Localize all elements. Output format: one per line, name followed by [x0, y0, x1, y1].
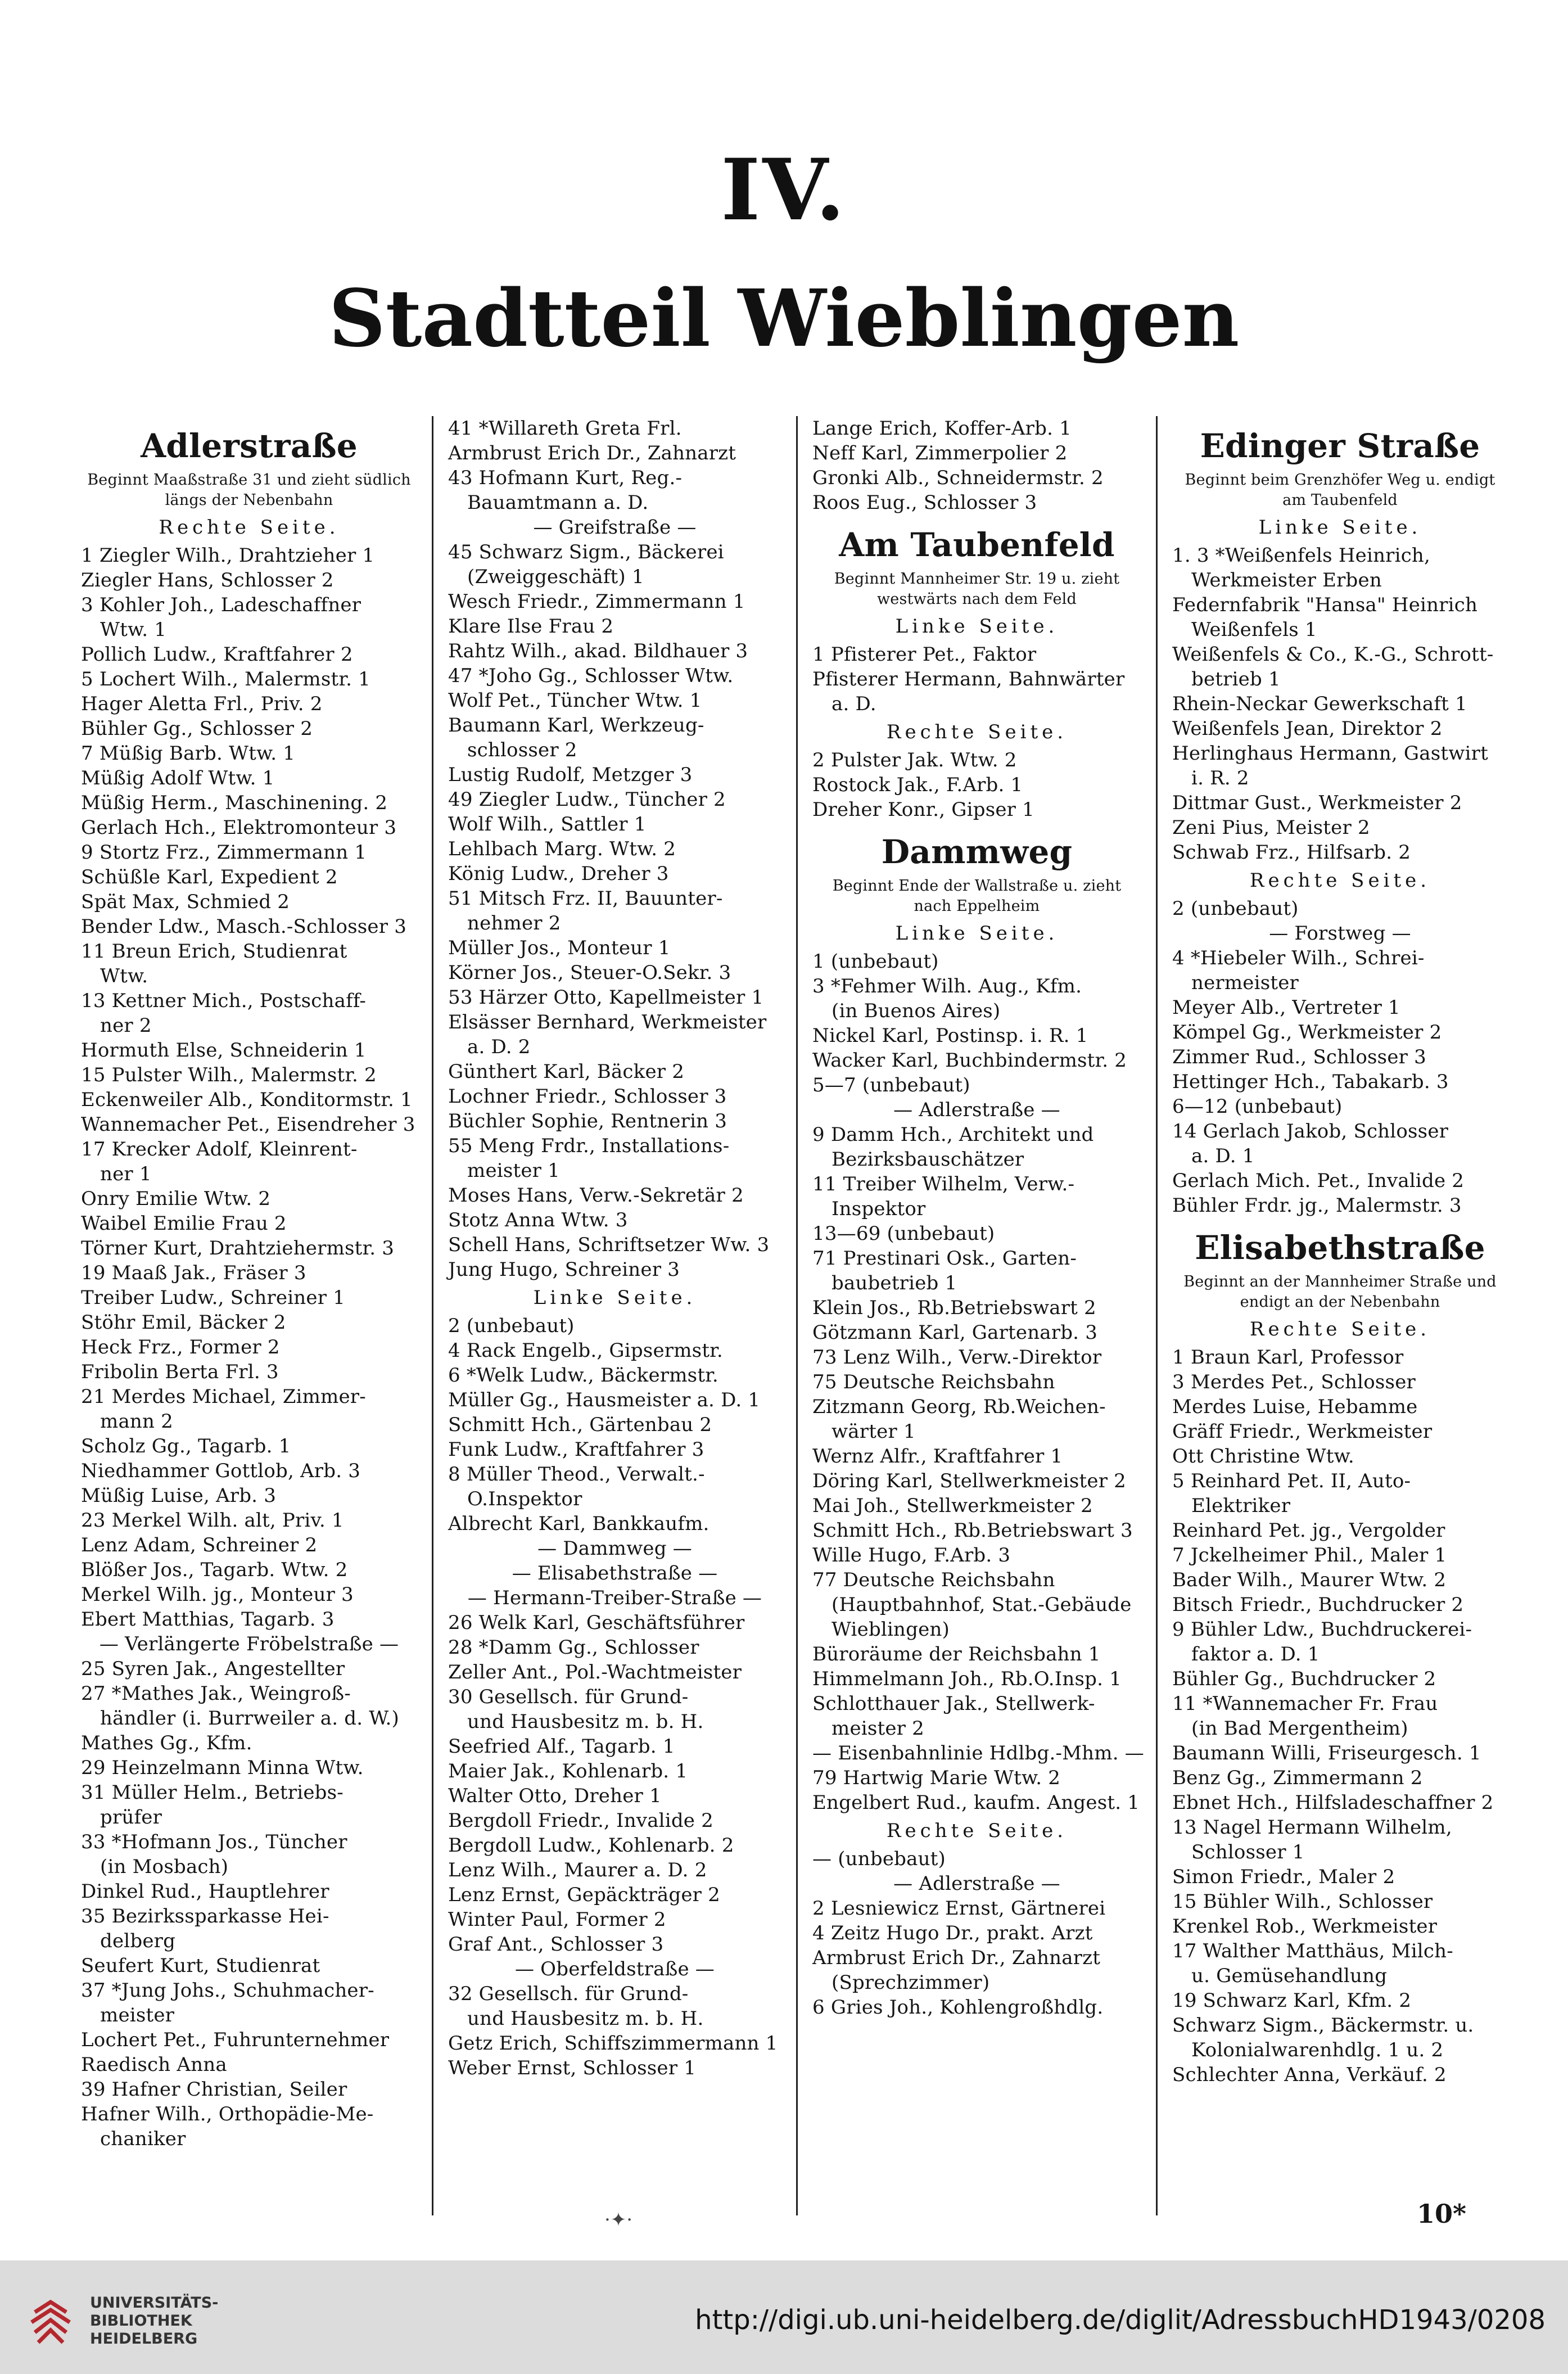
- entry: — (unbebaut): [812, 1848, 946, 1870]
- entry-continuation: ner 2: [100, 1014, 152, 1037]
- entry: Hager Aletta Frl., Priv. 2: [81, 693, 323, 715]
- side-label: Linke Seite.: [895, 615, 1059, 638]
- entry-continuation: (in Bad Mergentheim): [1191, 1717, 1408, 1740]
- entry: Lochert Pet., Fuhrunternehmer: [81, 2029, 390, 2051]
- entry-continuation: i. R. 2: [1191, 767, 1249, 789]
- entry: Blößer Jos., Tagarb. Wtw. 2: [81, 1559, 348, 1581]
- entry: 53 Härzer Otto, Kapellmeister 1: [448, 986, 764, 1009]
- entry: Büchler Sophie, Rentnerin 3: [448, 1110, 727, 1132]
- entry-continuation: Elektriker: [1191, 1495, 1291, 1517]
- entry: Ebert Matthias, Tagarb. 3: [81, 1608, 335, 1631]
- entry: 3 Merdes Pet., Schlosser: [1172, 1371, 1416, 1393]
- entry: 6—12 (unbebaut): [1172, 1095, 1343, 1118]
- entry: Engelbert Rud., kaufm. Angest. 1: [812, 1791, 1140, 1814]
- entry-continuation: nehmer 2: [467, 912, 561, 935]
- entry: 31 Müller Helm., Betriebs-: [81, 1781, 344, 1804]
- entry: Funk Ludw., Kraftfahrer 3: [448, 1438, 704, 1461]
- entry-continuation: prüfer: [100, 1806, 162, 1829]
- entry: Nickel Karl, Postinsp. i. R. 1: [812, 1024, 1088, 1047]
- entry: Mai Joh., Stellwerkmeister 2: [812, 1495, 1093, 1517]
- entry: 19 Maaß Jak., Fräser 3: [81, 1262, 306, 1284]
- entry-continuation: und Hausbesitz m. b. H.: [467, 2007, 704, 2030]
- cross-street: — Verlängerte Fröbelstraße —: [99, 1633, 399, 1655]
- entry: Seufert Kurt, Studienrat: [81, 1955, 320, 1977]
- entry: Eckenweiler Alb., Konditormstr. 1: [81, 1089, 413, 1111]
- entry: 39 Hafner Christian, Seiler: [81, 2078, 347, 2101]
- ornament-mark: ·✦·: [604, 2209, 633, 2231]
- entry: Benz Gg., Zimmermann 2: [1172, 1767, 1423, 1789]
- library-logo-icon: [24, 2295, 78, 2349]
- entry: Schwarz Sigm., Bäckermstr. u.: [1172, 2014, 1474, 2037]
- entry: Gerlach Hch., Elektromonteur 3: [81, 816, 397, 839]
- entry: 1 (unbebaut): [812, 950, 939, 973]
- entry: 32 Gesellsch. für Grund-: [448, 1983, 689, 2005]
- entry: 5 Lochert Wilh., Malermstr. 1: [81, 668, 370, 690]
- entry: 2 Lesniewicz Ernst, Gärtnerei: [812, 1897, 1106, 1920]
- cross-street: — Greifstraße —: [533, 516, 697, 539]
- entry: König Ludw., Dreher 3: [448, 863, 669, 885]
- entry: 11 *Wannemacher Fr. Frau: [1172, 1693, 1438, 1715]
- entry: Hettinger Hch., Tabakarb. 3: [1172, 1071, 1449, 1093]
- side-label: Rechte Seite.: [1249, 1318, 1431, 1341]
- entry: Lange Erich, Koffer-Arb. 1: [812, 417, 1072, 440]
- cross-street: — Forstweg —: [1269, 922, 1411, 945]
- entry: 13—69 (unbebaut): [812, 1222, 995, 1245]
- entry: Walter Otto, Dreher 1: [448, 1785, 662, 1807]
- entry: 3 *Fehmer Wilh. Aug., Kfm.: [812, 975, 1082, 998]
- entry: Schlechter Anna, Verkäuf. 2: [1172, 2064, 1447, 2086]
- entry-continuation: händler (i. Burrweiler a. d. W.): [100, 1707, 399, 1730]
- entry-continuation: meister 1: [467, 1159, 560, 1182]
- entry: Weißenfels & Co., K.-G., Schrott-: [1172, 643, 1494, 666]
- entry-continuation: a. D. 2: [467, 1036, 531, 1058]
- entry: Wolf Pet., Tüncher Wtw. 1: [448, 689, 702, 712]
- entry: 29 Heinzelmann Minna Wtw.: [81, 1757, 364, 1779]
- entry: Scholz Gg., Tagarb. 1: [81, 1435, 291, 1457]
- logo-line-2: BIBLIOTHEK: [90, 2312, 192, 2330]
- entry: Körner Jos., Steuer-O.Sekr. 3: [448, 962, 731, 984]
- entry-continuation: Bauamtmann a. D.: [467, 491, 649, 514]
- entry: Schüßle Karl, Expedient 2: [81, 866, 338, 888]
- entry: 49 Ziegler Ludw., Tüncher 2: [448, 788, 726, 811]
- entry: 1 Pfisterer Pet., Faktor: [812, 643, 1037, 666]
- entry: Müller Gg., Hausmeister a. D. 1: [448, 1389, 761, 1411]
- side-label: Rechte Seite.: [886, 721, 1068, 743]
- entry: Merdes Luise, Hebamme: [1172, 1396, 1418, 1418]
- entry-continuation: ner 1: [100, 1163, 152, 1185]
- entry: Wacker Karl, Buchbindermstr. 2: [812, 1049, 1127, 1072]
- cross-street: — Oberfeldstraße —: [514, 1958, 715, 1980]
- entry: Müßig Luise, Arb. 3: [81, 1484, 277, 1507]
- entry: Weber Ernst, Schlosser 1: [448, 2057, 697, 2079]
- entry: Müßig Herm., Maschinening. 2: [81, 792, 388, 814]
- entry-continuation: O.Inspektor: [467, 1488, 582, 1510]
- entry: Getz Erich, Schiffszimmermann 1: [448, 2032, 778, 2055]
- street-description: Beginnt beim Grenzhöfer Weg u. endigt am Taubenfeld: [1185, 471, 1495, 509]
- street-description: Beginnt Maaßstraße 31 und zieht südlich längs der Nebenbahn: [87, 471, 411, 509]
- entry: Bergdoll Friedr., Invalide 2: [448, 1809, 713, 1832]
- entry: 4 Zeitz Hugo Dr., prakt. Arzt: [812, 1922, 1093, 1944]
- entry: 73 Lenz Wilh., Verw.-Direktor: [812, 1346, 1102, 1369]
- entry: 17 Walther Matthäus, Milch-: [1172, 1940, 1453, 1962]
- entry: Hormuth Else, Schneiderin 1: [81, 1039, 367, 1062]
- entry: 27 *Mathes Jak., Weingroß-: [81, 1682, 351, 1705]
- entry: Lochner Friedr., Schlosser 3: [448, 1085, 727, 1108]
- entry-continuation: baubetrieb 1: [832, 1272, 957, 1294]
- entry: Günthert Karl, Bäcker 2: [448, 1060, 685, 1083]
- entry-continuation: meister: [100, 2004, 175, 2027]
- entry: Wille Hugo, F.Arb. 3: [812, 1544, 1011, 1567]
- entry: 28 *Damm Gg., Schlosser: [448, 1636, 699, 1659]
- entry: Schwab Frz., Hilfsarb. 2: [1172, 841, 1411, 864]
- entry: 2 Pulster Jak. Wtw. 2: [812, 749, 1017, 771]
- entry: Rahtz Wilh., akad. Bildhauer 3: [448, 640, 748, 662]
- entry: 23 Merkel Wilh. alt, Priv. 1: [81, 1509, 344, 1532]
- entry: 11 Treiber Wilhelm, Verw.-: [812, 1173, 1075, 1195]
- entry: Maier Jak., Kohlenarb. 1: [448, 1760, 688, 1782]
- entry: Himmelmann Joh., Rb.O.Insp. 1: [812, 1668, 1122, 1690]
- entry-continuation: wärter 1: [832, 1420, 916, 1443]
- entry: Fribolin Berta Frl. 3: [81, 1361, 279, 1383]
- street-description: Beginnt Mannheimer Str. 19 u. zieht westwärts nach dem Feld: [834, 570, 1120, 608]
- entry: Niedhammer Gottlob, Arb. 3: [81, 1460, 361, 1482]
- entry-continuation: nermeister: [1191, 972, 1299, 994]
- entry: 33 *Hofmann Jos., Tüncher: [81, 1831, 347, 1853]
- entry: 35 Bezirkssparkasse Hei-: [81, 1905, 329, 1928]
- column-1: [66, 416, 432, 2215]
- entry: 1 Ziegler Wilh., Drahtzieher 1: [81, 544, 375, 567]
- entry: Federnfabrik "Hansa" Heinrich: [1172, 594, 1478, 616]
- entry: Wolf Wilh., Sattler 1: [448, 813, 647, 836]
- entry: Götzmann Karl, Gartenarb. 3: [812, 1321, 1098, 1344]
- entry: Rostock Jak., F.Arb. 1: [812, 774, 1023, 796]
- entry: Bitsch Friedr., Buchdrucker 2: [1172, 1594, 1464, 1616]
- entry-continuation: a. D. 1: [1191, 1145, 1255, 1167]
- entry: Stöhr Emil, Bäcker 2: [81, 1311, 286, 1334]
- entry: Dittmar Gust., Werkmeister 2: [1172, 792, 1462, 814]
- entry: Lustig Rudolf, Metzger 3: [448, 764, 693, 786]
- side-label: Linke Seite.: [1258, 516, 1422, 539]
- entry: 14 Gerlach Jakob, Schlosser: [1172, 1120, 1449, 1143]
- entry: 43 Hofmann Kurt, Reg.-: [448, 467, 683, 489]
- entry: 6 *Welk Ludw., Bäckermstr.: [448, 1364, 719, 1387]
- entry-continuation: Kolonialwarenhdlg. 1 u. 2: [1191, 2039, 1444, 2061]
- entry-continuation: Weißenfels 1: [1191, 619, 1317, 641]
- entry: Pollich Ludw., Kraftfahrer 2: [81, 643, 353, 666]
- street-description: Beginnt an der Mannheimer Straße und endigt an der Nebenbahn: [1183, 1273, 1497, 1311]
- cross-street: — Dammweg —: [537, 1537, 692, 1560]
- entry-continuation: (in Mosbach): [100, 1856, 229, 1878]
- entry: 25 Syren Jak., Angestellter: [81, 1658, 345, 1680]
- column-3: [796, 416, 1156, 2215]
- entry: Treiber Ludw., Schreiner 1: [81, 1287, 345, 1309]
- side-label: Rechte Seite.: [159, 516, 340, 539]
- cross-street: — Hermann-Treiber-Straße —: [467, 1587, 762, 1609]
- entry-continuation: betrieb 1: [1191, 668, 1281, 690]
- entry: Baumann Karl, Werkzeug-: [448, 714, 704, 737]
- entry: 55 Meng Frdr., Installations-: [448, 1135, 730, 1157]
- entry: Zimmer Rud., Schlosser 3: [1172, 1046, 1426, 1068]
- page-title: Stadtteil Wieblingen: [328, 273, 1240, 365]
- side-label: Linke Seite.: [533, 1287, 697, 1309]
- street-description: Beginnt Ende der Wallstraße u. zieht nach Eppelheim: [832, 877, 1122, 915]
- entry: 13 Kettner Mich., Postschaff-: [81, 990, 367, 1012]
- entry: 3 Kohler Joh., Ladeschaffner: [81, 594, 362, 616]
- entry-continuation: mann 2: [100, 1410, 173, 1433]
- columns-container: [66, 416, 1522, 2215]
- entry: Büroräume der Reichsbahn 1: [812, 1643, 1101, 1666]
- entry: Wannemacher Pet., Eisendreher 3: [81, 1113, 415, 1136]
- entry: 75 Deutsche Reichsbahn: [812, 1371, 1055, 1393]
- entry: 9 Damm Hch., Architekt und: [812, 1123, 1094, 1146]
- entry: Hafner Wilh., Orthopädie-Me-: [81, 2103, 374, 2125]
- part-number: IV.: [721, 141, 847, 240]
- entry-continuation: schlosser 2: [467, 739, 577, 761]
- entry: 6 Gries Joh., Kohlengroßhdlg.: [812, 1996, 1104, 2019]
- entry: 51 Mitsch Frz. II, Bauunter-: [448, 887, 723, 910]
- entry: Rhein-Neckar Gewerkschaft 1: [1172, 693, 1467, 715]
- entry: Lenz Adam, Schreiner 2: [81, 1534, 318, 1556]
- entry: Herlinghaus Hermann, Gastwirt: [1172, 742, 1488, 765]
- entry: Meyer Alb., Vertreter 1: [1172, 996, 1400, 1019]
- entry: Kömpel Gg., Werkmeister 2: [1172, 1021, 1442, 1044]
- entry-continuation: (Sprechzimmer): [832, 1971, 990, 1994]
- entry: Neff Karl, Zimmerpolier 2: [812, 442, 1068, 464]
- cross-street: — Elisabethstraße —: [512, 1562, 718, 1585]
- side-label: Linke Seite.: [895, 922, 1059, 945]
- entry: Reinhard Pet. jg., Vergolder: [1172, 1519, 1445, 1542]
- entry: 9 Bühler Ldw., Buchdruckerei-: [1172, 1618, 1472, 1641]
- entry: Ebnet Hch., Hilfsladeschaffner 2: [1172, 1791, 1494, 1814]
- entry: Spät Max, Schmied 2: [81, 891, 290, 913]
- street-heading: Elisabethstraße: [1195, 1229, 1485, 1267]
- entry: Klein Jos., Rb.Betriebswart 2: [812, 1297, 1096, 1319]
- column-2: [432, 416, 796, 2215]
- entry-continuation: u. Gemüsehandlung: [1191, 1965, 1388, 1987]
- entry: Weißenfels Jean, Direktor 2: [1172, 717, 1443, 740]
- entry: Bergdoll Ludw., Kohlenarb. 2: [448, 1834, 734, 1857]
- street-heading: Am Taubenfeld: [839, 526, 1115, 564]
- entry: Raedisch Anna: [81, 2053, 227, 2076]
- entry: Lenz Ernst, Gepäckträger 2: [448, 1884, 720, 1906]
- entry-continuation: Schlosser 1: [1191, 1841, 1305, 1863]
- entry: Lehlbach Marg. Wtw. 2: [448, 838, 676, 860]
- entry: Bühler Gg., Schlosser 2: [81, 717, 313, 740]
- entry-continuation: Werkmeister Erben: [1191, 569, 1382, 592]
- entry: Armbrust Erich Dr., Zahnarzt: [812, 1947, 1101, 1969]
- logo-line-3: HEIDELBERG: [90, 2330, 198, 2348]
- street-heading: Adlerstraße: [141, 427, 358, 465]
- entry: 4 Rack Engelb., Gipsermstr.: [448, 1339, 723, 1362]
- entry: 5—7 (unbebaut): [812, 1074, 970, 1096]
- entry-continuation: meister 2: [832, 1717, 924, 1740]
- entry-continuation: faktor a. D. 1: [1191, 1643, 1320, 1666]
- entry: 1. 3 *Weißenfels Heinrich,: [1172, 544, 1431, 567]
- entry: 17 Krecker Adolf, Kleinrent-: [81, 1138, 358, 1161]
- side-label: Rechte Seite.: [886, 1820, 1068, 1842]
- entry: Klare Ilse Frau 2: [448, 615, 614, 638]
- entry: 37 *Jung Johs., Schuhmacher-: [81, 1979, 374, 2002]
- entry: Bühler Gg., Buchdrucker 2: [1172, 1668, 1436, 1690]
- entry: 15 Pulster Wilh., Malermstr. 2: [81, 1064, 377, 1086]
- library-logo-text: [90, 2294, 218, 2348]
- entry: 7 Jckelheimer Phil., Maler 1: [1172, 1544, 1447, 1567]
- entry: Stotz Anna Wtw. 3: [448, 1209, 628, 1231]
- entry: Gräff Friedr., Werkmeister: [1172, 1420, 1433, 1443]
- entry: Jung Hugo, Schreiner 3: [448, 1258, 680, 1281]
- entry: Moses Hans, Verw.-Sekretär 2: [448, 1184, 744, 1207]
- entry: Bader Wilh., Maurer Wtw. 2: [1172, 1569, 1447, 1591]
- cross-street: — Eisenbahnlinie Hdlbg.-Mhm. —: [812, 1742, 1144, 1764]
- entry: 8 Müller Theod., Verwalt.-: [448, 1463, 705, 1486]
- entry: 19 Schwarz Karl, Kfm. 2: [1172, 1989, 1412, 2012]
- entry: Winter Paul, Former 2: [448, 1908, 666, 1931]
- entry-continuation: Wtw.: [100, 965, 148, 987]
- entry: 11 Breun Erich, Studienrat: [81, 940, 347, 963]
- entry-continuation: a. D.: [832, 693, 876, 715]
- entry: Pfisterer Hermann, Bahnwärter: [812, 668, 1125, 690]
- entry: Dreher Konr., Gipser 1: [812, 798, 1034, 821]
- entry: 45 Schwarz Sigm., Bäckerei: [448, 541, 724, 563]
- entry-continuation: (Zweiggeschäft) 1: [467, 566, 644, 588]
- cross-street: — Adlerstraße —: [893, 1099, 1060, 1121]
- entry-continuation: Wieblingen): [832, 1618, 950, 1641]
- entry: 9 Stortz Frz., Zimmermann 1: [81, 841, 367, 864]
- page-number: 10*: [1417, 2199, 1467, 2229]
- entry: Wernz Alfr., Kraftfahrer 1: [812, 1445, 1063, 1468]
- entry: Albrecht Karl, Bankkaufm.: [448, 1513, 710, 1535]
- entry-continuation: chaniker: [100, 2128, 186, 2150]
- entry: Krenkel Rob., Werkmeister: [1172, 1915, 1438, 1938]
- entry: Döring Karl, Stellwerkmeister 2: [812, 1470, 1127, 1492]
- entry: Müller Jos., Monteur 1: [448, 937, 671, 959]
- entry: Lenz Wilh., Maurer a. D. 2: [448, 1859, 707, 1881]
- entry: Wesch Friedr., Zimmermann 1: [448, 590, 745, 613]
- entry: Törner Kurt, Drahtziehermstr. 3: [81, 1237, 395, 1260]
- entry: Waibel Emilie Frau 2: [81, 1212, 287, 1235]
- entry: Bender Ldw., Masch.-Schlosser 3: [81, 915, 407, 938]
- entry: Mathes Gg., Kfm.: [81, 1732, 252, 1754]
- entry: Gerlach Mich. Pet., Invalide 2: [1172, 1170, 1465, 1192]
- entry-continuation: Inspektor: [832, 1198, 926, 1220]
- cross-street: — Adlerstraße —: [893, 1872, 1060, 1895]
- entry: Schmitt Hch., Gärtenbau 2: [448, 1414, 712, 1436]
- entry: Zeni Pius, Meister 2: [1172, 816, 1370, 839]
- side-label: Rechte Seite.: [1249, 869, 1431, 892]
- entry: Merkel Wilh. jg., Monteur 3: [81, 1583, 354, 1606]
- viewer-footer: [0, 2260, 1568, 2374]
- entry: Heck Frz., Former 2: [81, 1336, 280, 1358]
- entry: 79 Hartwig Marie Wtw. 2: [812, 1767, 1061, 1789]
- logo-line-1: UNIVERSITÄTS-: [90, 2294, 219, 2312]
- entry: Schell Hans, Schriftsetzer Ww. 3: [448, 1234, 770, 1256]
- entry: Armbrust Erich Dr., Zahnarzt: [448, 442, 736, 464]
- entry: 47 *Joho Gg., Schlosser Wtw.: [448, 665, 734, 687]
- source-url-link[interactable]: http://digi.ub.uni-heidelberg.de/diglit/AdressbuchHD1943/0208: [695, 2304, 1546, 2336]
- entry: 2 (unbebaut): [1172, 897, 1299, 920]
- entry: Müßig Adolf Wtw. 1: [81, 767, 275, 789]
- entry: Schmitt Hch., Rb.Betriebswart 3: [812, 1519, 1133, 1542]
- street-heading: Dammweg: [881, 833, 1073, 871]
- street-heading: Edinger Straße: [1200, 427, 1480, 465]
- entry: 30 Gesellsch. für Grund-: [448, 1686, 689, 1708]
- entry: Ott Christine Wtw.: [1172, 1445, 1354, 1468]
- entry: Schlotthauer Jak., Stellwerk-: [812, 1693, 1095, 1715]
- entry-continuation: (in Buenos Aires): [832, 1000, 1001, 1022]
- entry: 15 Bühler Wilh., Schlosser: [1172, 1890, 1433, 1913]
- entry: 77 Deutsche Reichsbahn: [812, 1569, 1055, 1591]
- entry-continuation: Wtw. 1: [100, 619, 167, 641]
- entry: 41 *Willareth Greta Frl.: [448, 417, 682, 440]
- entry: Onry Emilie Wtw. 2: [81, 1188, 271, 1210]
- entry: Simon Friedr., Maler 2: [1172, 1866, 1395, 1888]
- entry: Dinkel Rud., Hauptlehrer: [81, 1880, 329, 1903]
- entry: Zitzmann Georg, Rb.Weichen-: [812, 1396, 1106, 1418]
- entry: Ziegler Hans, Schlosser 2: [81, 569, 334, 592]
- entry: 1 Braun Karl, Professor: [1172, 1346, 1404, 1369]
- entry-continuation: delberg: [100, 1930, 176, 1952]
- column-4: [1156, 416, 1522, 2215]
- entry: Bühler Frdr. jg., Malermstr. 3: [1172, 1194, 1462, 1217]
- entry: 13 Nagel Hermann Wilhelm,: [1172, 1816, 1452, 1839]
- entry: Seefried Alf., Tagarb. 1: [448, 1735, 675, 1758]
- entry: Roos Eug., Schlosser 3: [812, 491, 1037, 514]
- entry: 5 Reinhard Pet. II, Auto-: [1172, 1470, 1411, 1492]
- entry: Gronki Alb., Schneidermstr. 2: [812, 467, 1104, 489]
- entry: Graf Ant., Schlosser 3: [448, 1933, 664, 1956]
- entry-continuation: (Hauptbahnhof, Stat.-Gebäude: [832, 1594, 1132, 1616]
- entry: 2 (unbebaut): [448, 1315, 575, 1337]
- entry: 7 Müßig Barb. Wtw. 1: [81, 742, 296, 765]
- entry: 71 Prestinari Osk., Garten-: [812, 1247, 1077, 1270]
- entry-continuation: Bezirksbauschätzer: [832, 1148, 1024, 1171]
- entry: 26 Welk Karl, Geschäftsführer: [448, 1612, 745, 1634]
- entry: 4 *Hiebeler Wilh., Schrei-: [1172, 947, 1425, 969]
- entry: 21 Merdes Michael, Zimmer-: [81, 1385, 366, 1408]
- entry: Zeller Ant., Pol.-Wachtmeister: [448, 1661, 742, 1684]
- entry: Elsässer Bernhard, Werkmeister: [448, 1011, 767, 1033]
- entry-continuation: und Hausbesitz m. b. H.: [467, 1710, 704, 1733]
- entry: Baumann Willi, Friseurgesch. 1: [1172, 1742, 1481, 1764]
